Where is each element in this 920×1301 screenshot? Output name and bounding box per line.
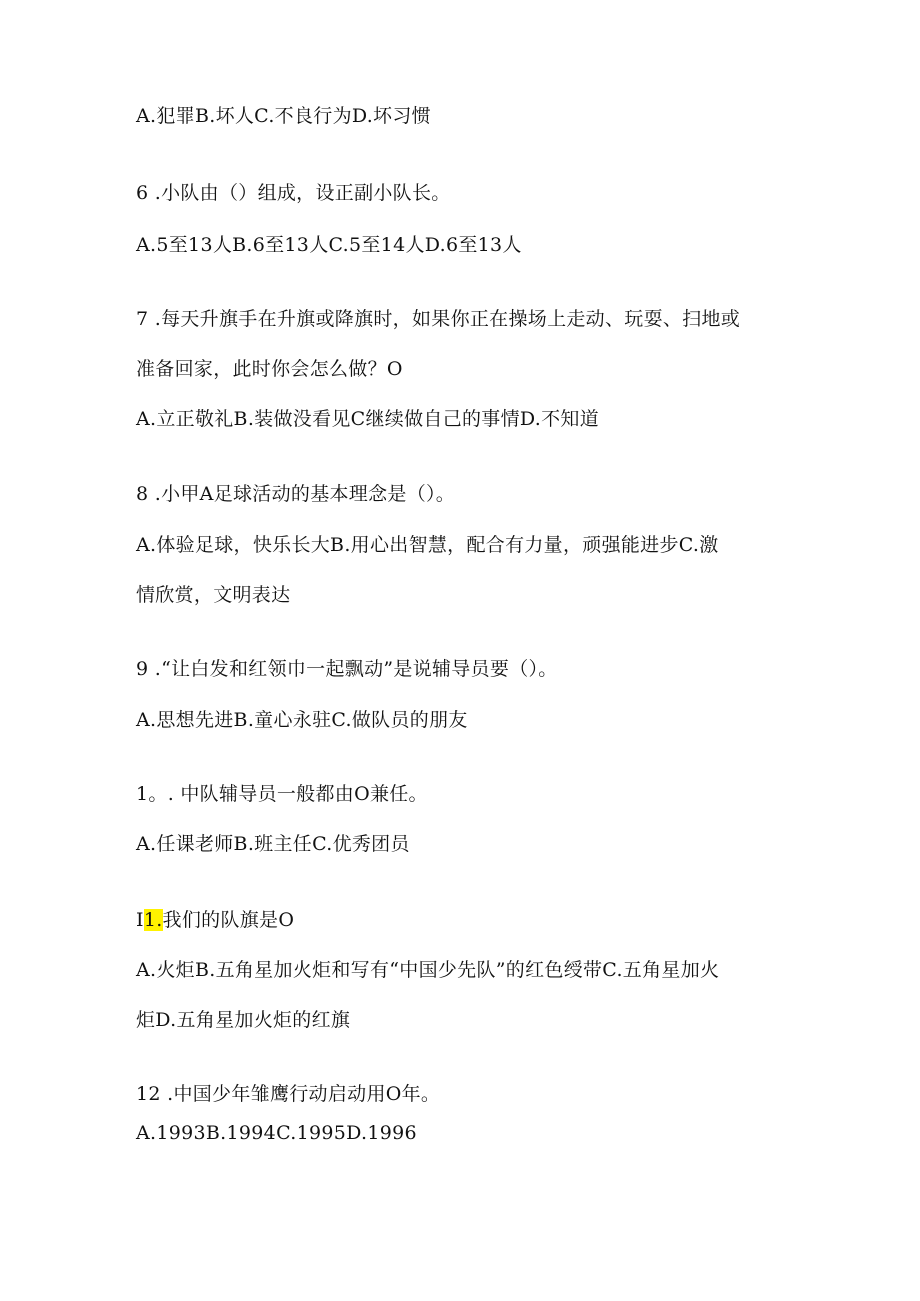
q7-question-line1: 7 .每天升旗手在升旗或降旗时，如果你正在操场上走动、玩耍、扫地或: [136, 308, 741, 330]
q12-options: A.1993B.1994C.1995D.1996: [136, 1122, 417, 1144]
q11-options-line2: 炬D.五角星加火炬的红旗: [136, 1009, 351, 1031]
q11-text: 我们的队旗是O: [162, 909, 295, 931]
q11-question: [136, 908, 294, 932]
q12-question: 12 .中国少年雏鹰行动启动用O年。: [136, 1083, 441, 1105]
q9-question: 9 .“让白发和红领巾一起飘动”是说辅导员要（）。: [136, 658, 558, 680]
q10-options: A.任课老师B.班主任C.优秀团员: [136, 833, 410, 855]
q6-options: A.5至13人B.6至13人C.5至14人D.6至13人: [136, 234, 522, 256]
q8-question: 8 .小甲A足球活动的基本理念是（）。: [136, 483, 456, 505]
q7-options: A.立正敬礼B.装做没看见C继续做自己的事情D.不知道: [136, 408, 599, 430]
q11-highlight: 1.: [143, 909, 163, 931]
q9-options: A.思想先进B.童心永驻C.做队员的朋友: [136, 709, 468, 731]
q5-options: A.犯罪B.坏人C.不良行为D.坏习惯: [136, 105, 431, 127]
q6-question: 6 .小队由（）组成，设正副小队长。: [136, 182, 451, 204]
q7-question-line2: 准备回家，此时你会怎么做？O: [136, 358, 403, 380]
q8-options-line2: 情欣赏，文明表达: [136, 584, 291, 606]
q10-question: 1。. 中队辅导员一般都由O兼任。: [136, 783, 428, 805]
q11-options-line1: A.火炬B.五角星加火炬和写有“中国少先队”的红色绶带C.五角星加火: [136, 959, 720, 981]
q8-options-line1: A.体验足球，快乐长大B.用心出智慧，配合有力量，顽强能进步C.激: [136, 534, 719, 556]
q11-prefix: I: [136, 909, 144, 931]
